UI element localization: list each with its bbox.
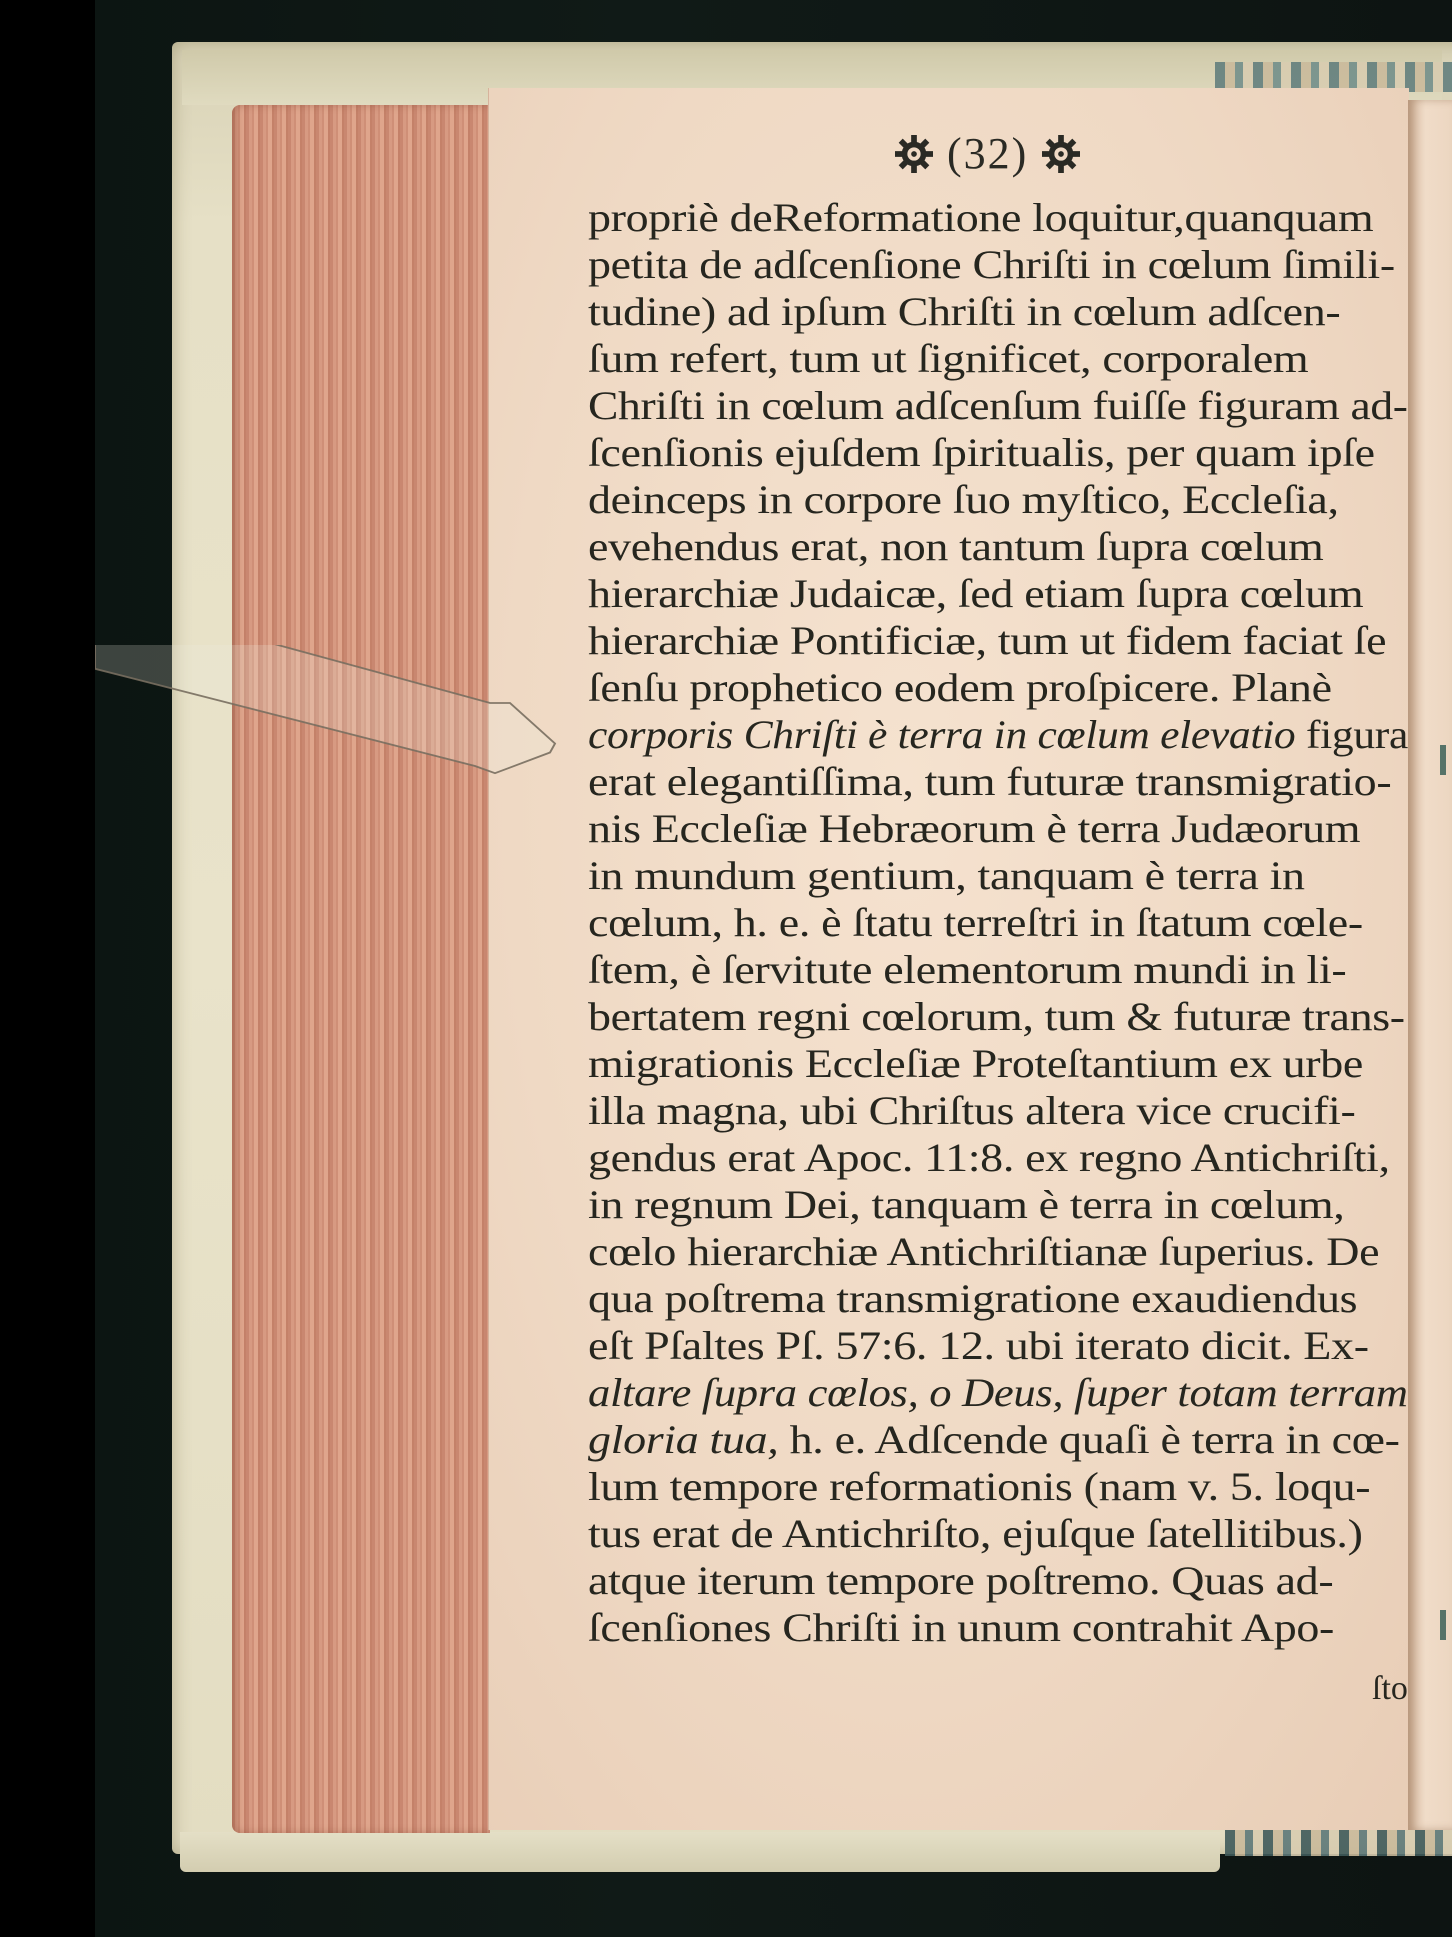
text-line: ſum refert, tum ut ſignificet, corporalem: [588, 336, 1309, 381]
text-line: Chriſti in cœlum adſcenſum fuiſſe figuram ad-: [588, 383, 1408, 428]
text-line: gendus erat Apoc. 11:8. ex regno Antichriſti,: [588, 1135, 1390, 1180]
text-line: eſt Pſaltes Pſ. 57:6. 12. ubi iterato dicit. Ex-: [588, 1323, 1369, 1368]
text-line: lum tempore reformationis (nam v. 5. loqu-: [588, 1464, 1371, 1509]
text-line: cœlo hierarchiæ Antichriſtianæ ſuperius. De: [588, 1229, 1380, 1274]
text-line: atque iterum tempore poſtremo. Quas ad-: [588, 1558, 1334, 1603]
text-line: tus erat de Antichriſto, ejuſque ſatellitibus.): [588, 1511, 1363, 1556]
text-line: deinceps in corpore ſuo myſtico, Eccleſia,: [588, 477, 1339, 522]
text-line: propriè deReformatione loquitur,quanquam: [588, 195, 1374, 240]
text-line: illa magna, ubi Chriſtus altera vice crucifi-: [588, 1088, 1356, 1133]
text-line: bertatem regni cœlorum, tum & futuræ trans-: [588, 994, 1405, 1039]
text-line: evehendus erat, non tantum ſupra cœlum: [588, 524, 1324, 569]
text-line: ſenſu prophetico eodem proſpicere. Planè: [588, 665, 1332, 710]
text-line: in mundum gentium, tanquam è terra in: [588, 853, 1305, 898]
text-line: hierarchiæ Judaicæ, ſed etiam ſupra cœlum: [588, 571, 1364, 616]
text-line: migrationis Eccleſiæ Proteſtantium ex urbe: [588, 1041, 1363, 1086]
text-line-italic: gloria tua, h. e. Adſcende quaſi è terra in cœ-: [588, 1417, 1400, 1462]
text-line: ſcenſionis ejuſdem ſpiritualis, per quam ipſe: [588, 430, 1375, 475]
text-line: in regnum Dei, tanquam è terra in cœlum,: [588, 1182, 1345, 1227]
page-number: (32): [947, 129, 1029, 178]
red-page-edges: [232, 105, 490, 1833]
text-line: nis Eccleſiæ Hebræorum è terra Judæorum: [588, 806, 1361, 851]
text-line: ſtem, è ſervitute elementorum mundi in li-: [588, 947, 1347, 992]
facing-page-ink-mark: [1440, 1610, 1446, 1640]
text-line: petita de adſcenſione Chriſti in cœlum ſimili-: [588, 242, 1395, 287]
text-line-italic: altare ſupra cœlos, o Deus, ſuper totam terram: [588, 1370, 1408, 1415]
text-line: cœlum, h. e. è ſtatu terreſtri in ſtatum cœle-: [588, 900, 1363, 945]
rosette-ornament-icon: [1042, 132, 1080, 176]
text-line: qua poſtrema transmigratione exaudiendus: [588, 1276, 1358, 1321]
catchword: ſto: [1372, 1670, 1408, 1707]
text-line: tudine) ad ipſum Chriſti in cœlum adſcen-: [588, 289, 1341, 334]
text-line: erat elegantiſſima, tum futuræ transmigratio-: [588, 759, 1392, 804]
headband-bottom: [1225, 1828, 1452, 1856]
facing-page-edge: [1408, 100, 1452, 1830]
text-line: hierarchiæ Pontificiæ, tum ut fidem faciat ſe: [588, 618, 1387, 663]
text-line-italic: corporis Chriſti è terra in cœlum elevatio figura: [588, 712, 1408, 757]
facing-page-ink-mark: [1440, 745, 1446, 775]
rosette-ornament-icon: [895, 132, 933, 176]
text-line: ſcenſiones Chriſti in unum contrahit Apo-: [588, 1605, 1335, 1650]
cover-bottom-edge: [180, 1832, 1220, 1872]
